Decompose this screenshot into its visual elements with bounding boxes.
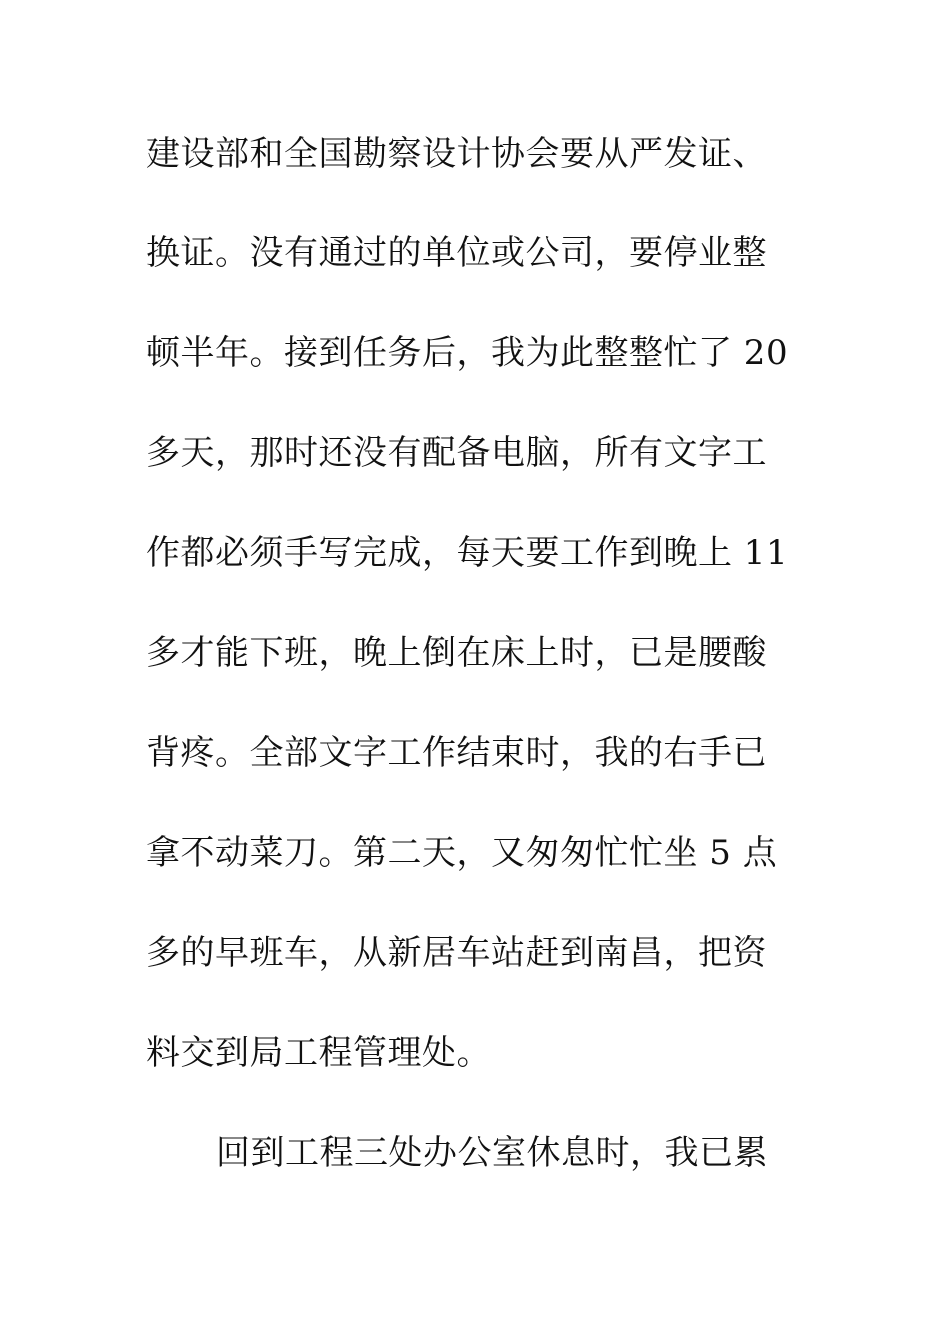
text-line-5: 作都必须手写完成，每天要工作到晚上 11 [146, 533, 789, 573]
text-line-2: 换证。没有通过的单位或公司，要停业整 [146, 233, 767, 273]
text-line-7: 背疼。全部文字工作结束时，我的右手已 [146, 733, 767, 773]
text-line-8: 拿不动菜刀。第二天，又匆匆忙忙坐 5 点 [146, 833, 778, 873]
text-line-3: 顿半年。接到任务后，我为此整整忙了 20 [146, 333, 789, 373]
text-line-9: 多的早班车，从新居车站赶到南昌，把资 [146, 933, 767, 973]
text-line-6: 多才能下班，晚上倒在床上时，已是腰酸 [146, 633, 767, 673]
paragraph-start-line: 回到工程三处办公室休息时，我已累 [216, 1133, 768, 1173]
text-line-10: 料交到局工程管理处。 [146, 1033, 491, 1073]
text-line-1: 建设部和全国勘察设计协会要从严发证、 [146, 134, 767, 174]
text-line-4: 多天，那时还没有配备电脑，所有文字工 [146, 433, 767, 473]
